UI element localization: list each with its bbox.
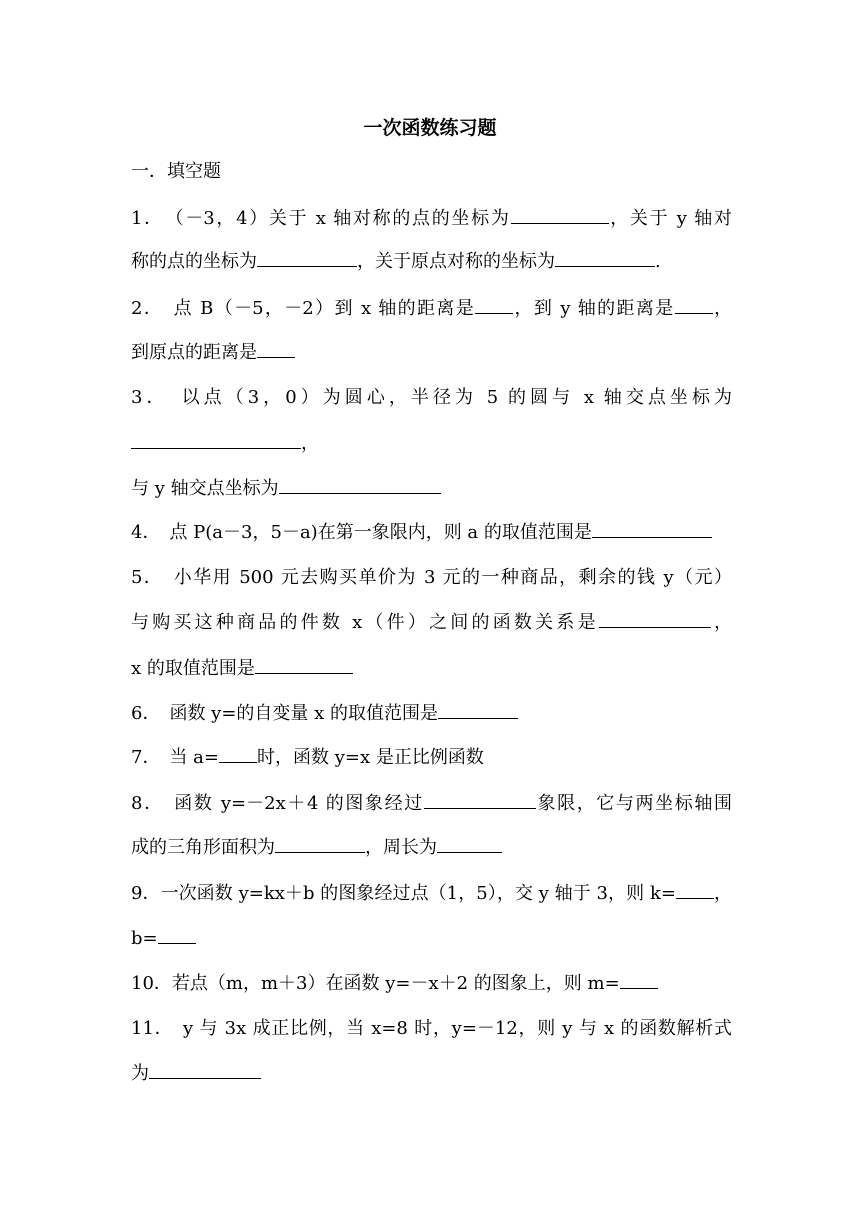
question-2-line-2: 到原点的距离是	[131, 341, 732, 365]
answer-blank[interactable]	[676, 882, 714, 899]
answer-blank[interactable]	[279, 477, 441, 494]
question-8-line-1: 8． 函数 y=－2x＋4 的图象经过 象限，它与两坐标轴围	[131, 793, 733, 814]
answer-blank[interactable]	[149, 1062, 261, 1079]
question-5-line-2: 与购买这种商品的件数 x（件）之间的函数关系是 ，	[131, 612, 733, 633]
answer-blank[interactable]	[475, 297, 513, 314]
question-10: 10．若点（m，m＋3）在函数 y=－x＋2 的图象上，则 m=	[131, 972, 732, 996]
answer-blank[interactable]	[511, 207, 609, 224]
question-8-line-2: 成的三角形面积为 ，周长为	[131, 836, 732, 860]
answer-blank[interactable]	[275, 836, 365, 853]
question-3-line-3: 与 y 轴交点坐标为	[131, 477, 732, 501]
question-9-line-2: b=	[131, 927, 732, 951]
answer-blank[interactable]	[219, 746, 257, 763]
question-2-line-1: 2． 点 B（－5，－2）到 x 轴的距离是 ，到 y 轴的距离是 ，	[131, 298, 732, 319]
answer-blank[interactable]	[255, 657, 353, 674]
question-7: 7． 当 a= 时，函数 y=x 是正比例函数	[131, 747, 484, 768]
question-11-line-1: 11． y 与 3x 成正比例，当 x=8 时，y=－12，则 y 与 x 的函数解析式	[131, 1018, 732, 1039]
answer-blank[interactable]	[592, 521, 712, 538]
answer-blank[interactable]	[424, 792, 536, 809]
answer-blank[interactable]	[620, 972, 658, 989]
question-9-line-1: 9．一次函数 y=kx＋b 的图象经过点（1，5），交 y 轴于 3，则 k= ，	[131, 883, 732, 904]
answer-blank[interactable]	[131, 432, 301, 449]
question-3-line-1: 3． 以点（3，0）为圆心，半径为 5 的圆与 x 轴交点坐标为	[131, 387, 732, 408]
answer-blank[interactable]	[675, 297, 713, 314]
answer-blank[interactable]	[555, 250, 655, 267]
answer-blank[interactable]	[257, 250, 357, 267]
question-4: 4． 点 P(a－3，5－a)在第一象限内，则 a 的取值范围是	[131, 521, 732, 545]
question-1-line-2: 称的点的坐标为 ，关于原点对称的坐标为 .	[131, 251, 661, 272]
question-1-line-1: 1． （－3，4）关于 x 轴对称的点的坐标为 ，关于 y 轴对	[131, 208, 732, 229]
answer-blank[interactable]	[158, 927, 196, 944]
page-title: 一次函数练习题	[363, 117, 497, 139]
section-heading: 一．填空题	[131, 161, 221, 182]
question-11-line-2: 为	[131, 1062, 732, 1086]
question-5-line-1: 5． 小华用 500 元去购买单价为 3 元的一种商品，剩余的钱 y（元）	[131, 567, 732, 588]
answer-blank[interactable]	[257, 341, 295, 358]
question-3-line-2: ，	[131, 432, 732, 456]
answer-blank[interactable]	[437, 836, 502, 853]
question-5-line-3: x 的取值范围是	[131, 657, 732, 681]
answer-blank[interactable]	[599, 611, 711, 628]
question-6: 6． 函数 y=的自变量 x 的取值范围是	[131, 702, 732, 726]
answer-blank[interactable]	[438, 702, 518, 719]
